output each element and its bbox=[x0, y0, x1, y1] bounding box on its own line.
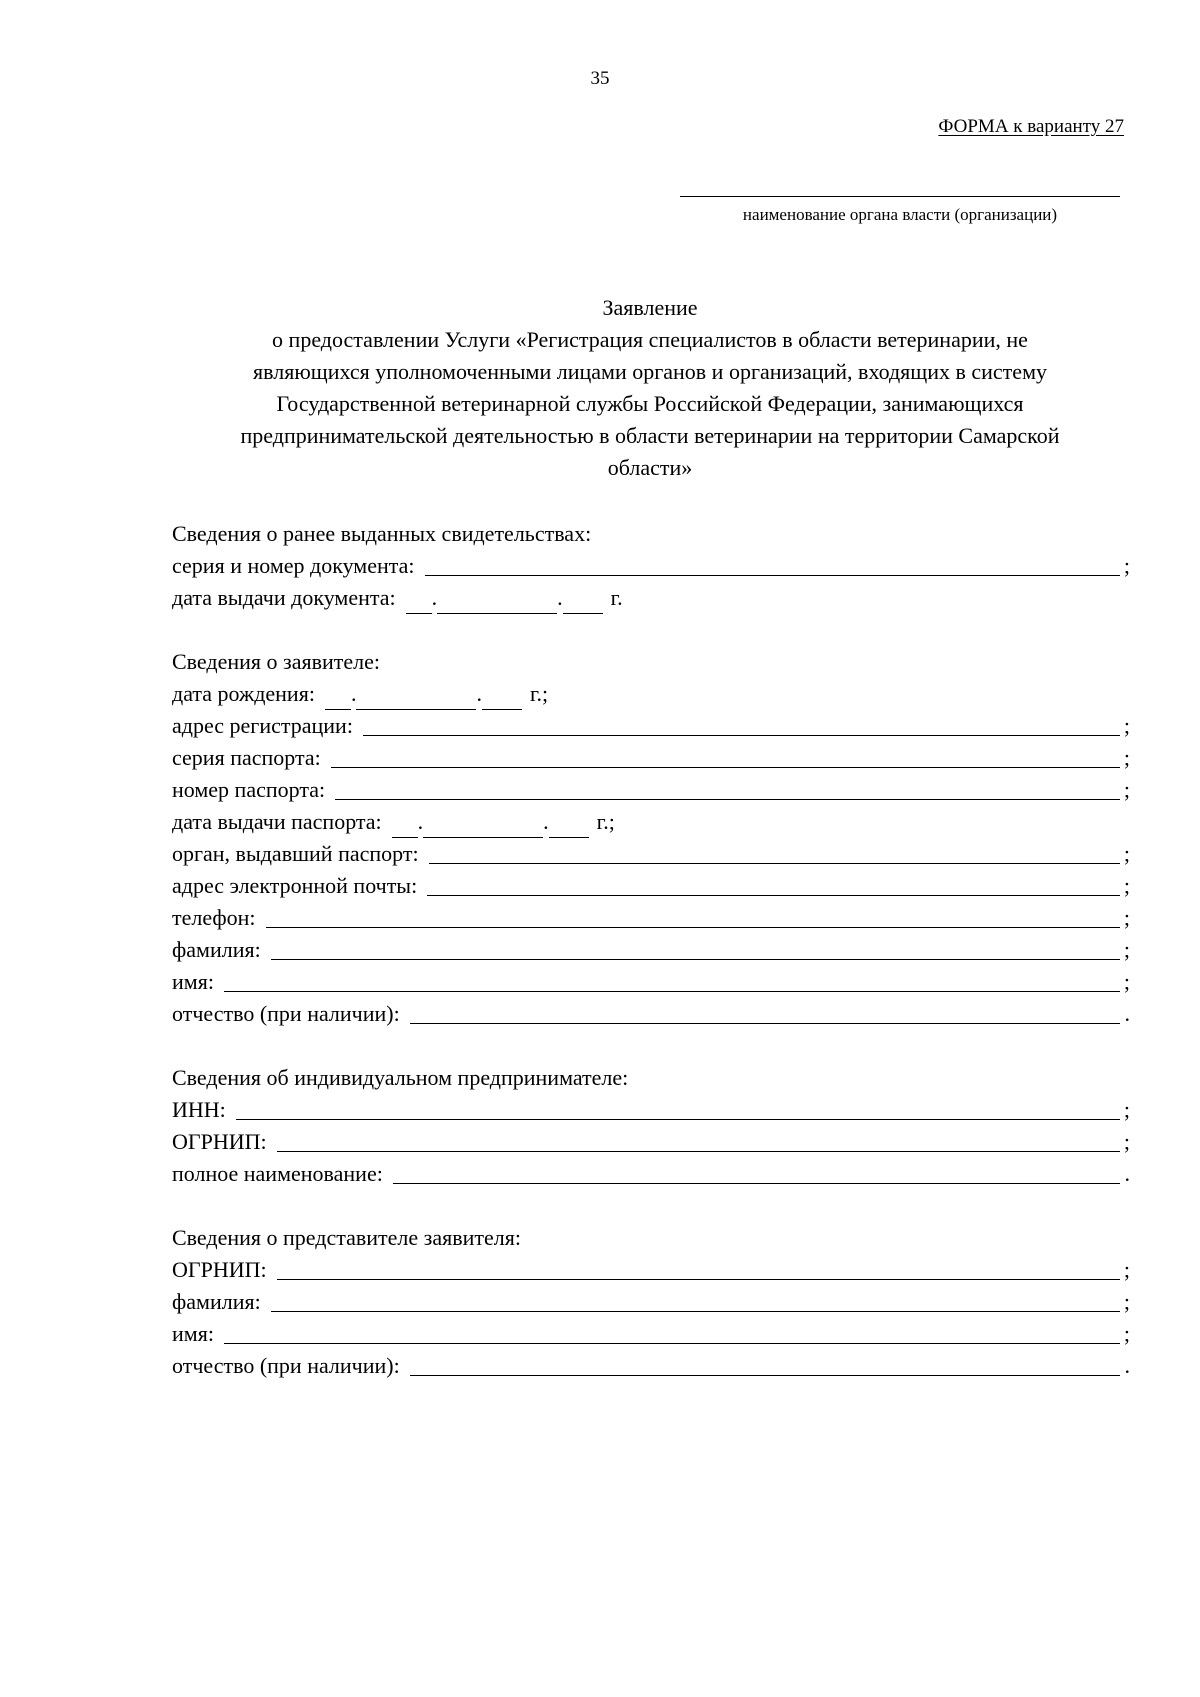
field-label: дата рождения: bbox=[172, 681, 315, 706]
punct: ; bbox=[1123, 1097, 1130, 1122]
doc-series-number-field[interactable] bbox=[425, 551, 1120, 576]
row-passport-issuer bbox=[172, 838, 1130, 870]
phone-field[interactable] bbox=[266, 903, 1120, 928]
field-label: отчество (при наличии): bbox=[172, 1001, 400, 1026]
punct: ; bbox=[1123, 873, 1130, 898]
field-label: дата выдачи документа: bbox=[172, 585, 396, 610]
field-label: ОГРНИП: bbox=[172, 1257, 267, 1282]
rep-patronymic-field[interactable] bbox=[410, 1351, 1120, 1376]
field-label: ОГРНИП: bbox=[172, 1129, 267, 1154]
field-label: адрес регистрации: bbox=[172, 713, 353, 738]
row-last-name bbox=[172, 934, 1130, 966]
punct: ; bbox=[1123, 713, 1130, 738]
title-line: Заявление bbox=[602, 295, 698, 320]
row-birth-date bbox=[172, 678, 1130, 710]
row-passport-issue-date bbox=[172, 806, 1130, 838]
month-field[interactable] bbox=[437, 591, 557, 614]
passport-number-field[interactable] bbox=[335, 775, 1120, 800]
row-first-name bbox=[172, 966, 1130, 998]
field-label: орган, выдавший паспорт: bbox=[172, 841, 419, 866]
field-label: имя: bbox=[172, 1321, 214, 1346]
rep-first-name-field[interactable] bbox=[224, 1319, 1120, 1344]
punct: ; bbox=[1123, 905, 1130, 930]
row-rep-last-name bbox=[172, 1286, 1130, 1318]
row-phone bbox=[172, 902, 1130, 934]
title-line: о предоставлении Услуги «Регистрация специалистов в области ветеринарии, не bbox=[272, 327, 1028, 352]
punct: ; bbox=[1123, 841, 1130, 866]
section-heading: Сведения о представителе заявителя: bbox=[172, 1225, 521, 1250]
email-field[interactable] bbox=[427, 871, 1120, 896]
date-dot: . bbox=[476, 681, 482, 706]
month-field[interactable] bbox=[423, 815, 543, 838]
form-label: ФОРМА к варианту 27 bbox=[938, 116, 1124, 137]
year-suffix: г.; bbox=[596, 809, 615, 834]
row-patronymic bbox=[172, 998, 1130, 1030]
punct: ; bbox=[1123, 777, 1130, 802]
field-label: полное наименование: bbox=[172, 1161, 383, 1186]
org-name-field[interactable] bbox=[680, 170, 1120, 197]
title-line: предпринимательской деятельностью в области ветеринарии на территории Самарской bbox=[240, 423, 1060, 448]
punct: ; bbox=[1123, 553, 1130, 578]
row-email bbox=[172, 870, 1130, 902]
section-certificates bbox=[172, 518, 1130, 614]
page-number: 35 bbox=[590, 68, 610, 89]
row-full-name bbox=[172, 1158, 1130, 1190]
section-heading: Сведения о заявителе: bbox=[172, 649, 381, 674]
field-label: адрес электронной почты: bbox=[172, 873, 418, 898]
passport-issuer-field[interactable] bbox=[429, 839, 1120, 864]
punct: ; bbox=[1123, 1321, 1130, 1346]
title-line: Государственной ветеринарной службы Российской Федерации, занимающихся bbox=[276, 391, 1024, 416]
field-label: отчество (при наличии): bbox=[172, 1353, 400, 1378]
org-block bbox=[680, 170, 1120, 225]
row-inn bbox=[172, 1094, 1130, 1126]
punct: . bbox=[1124, 1161, 1130, 1186]
punct: . bbox=[1124, 1001, 1130, 1026]
title-line: области» bbox=[607, 455, 693, 480]
punct: ; bbox=[1123, 1129, 1130, 1154]
punct: ; bbox=[1123, 937, 1130, 962]
ogrnip-field[interactable] bbox=[277, 1127, 1120, 1152]
day-field[interactable] bbox=[406, 591, 432, 614]
year-suffix: г. bbox=[610, 585, 623, 610]
section-applicant bbox=[172, 646, 1130, 1030]
rep-ogrnip-field[interactable] bbox=[277, 1255, 1120, 1280]
full-name-field[interactable] bbox=[393, 1159, 1120, 1184]
org-caption: наименование органа власти (организации) bbox=[742, 205, 1058, 224]
month-field[interactable] bbox=[356, 687, 476, 710]
field-label: серия паспорта: bbox=[172, 745, 321, 770]
punct: ; bbox=[1123, 1257, 1130, 1282]
date-dot: . bbox=[543, 809, 549, 834]
punct: ; bbox=[1123, 969, 1130, 994]
row-rep-first-name bbox=[172, 1318, 1130, 1350]
row-passport-number bbox=[172, 774, 1130, 806]
rep-last-name-field[interactable] bbox=[271, 1287, 1120, 1312]
section-heading: Сведения об индивидуальном предпринимателе: bbox=[172, 1065, 629, 1090]
row-doc-issue-date bbox=[172, 582, 1130, 614]
row-doc-series-number bbox=[172, 550, 1130, 582]
field-label: ИНН: bbox=[172, 1097, 226, 1122]
inn-field[interactable] bbox=[236, 1095, 1120, 1120]
field-label: фамилия: bbox=[172, 937, 261, 962]
first-name-field[interactable] bbox=[224, 967, 1120, 992]
field-label: телефон: bbox=[172, 905, 256, 930]
field-label: номер паспорта: bbox=[172, 777, 326, 802]
punct: ; bbox=[1123, 745, 1130, 770]
date-dot: . bbox=[417, 809, 424, 834]
field-label: серия и номер документа: bbox=[172, 553, 415, 578]
year-field[interactable] bbox=[549, 815, 589, 838]
day-field[interactable] bbox=[325, 687, 351, 710]
patronymic-field[interactable] bbox=[410, 999, 1120, 1024]
date-dot: . bbox=[557, 585, 563, 610]
form-sections bbox=[172, 518, 1130, 1414]
last-name-field[interactable] bbox=[271, 935, 1120, 960]
row-ogrnip bbox=[172, 1126, 1130, 1158]
date-dot: . bbox=[431, 585, 438, 610]
row-rep-patronymic bbox=[172, 1350, 1130, 1382]
punct: ; bbox=[1123, 1289, 1130, 1314]
field-label: фамилия: bbox=[172, 1289, 261, 1314]
row-rep-ogrnip bbox=[172, 1254, 1130, 1286]
document-title bbox=[160, 292, 1140, 484]
day-field[interactable] bbox=[392, 815, 418, 838]
title-line: являющихся уполномоченными лицами органов и организаций, входящих в систему bbox=[253, 359, 1047, 384]
field-label: имя: bbox=[172, 969, 214, 994]
date-dot: . bbox=[350, 681, 357, 706]
year-field[interactable] bbox=[482, 687, 522, 710]
row-registration-address bbox=[172, 710, 1130, 742]
row-passport-series bbox=[172, 742, 1130, 774]
section-entrepreneur bbox=[172, 1062, 1130, 1190]
year-suffix: г.; bbox=[529, 681, 549, 706]
registration-address-field[interactable] bbox=[363, 711, 1120, 736]
section-representative bbox=[172, 1222, 1130, 1382]
field-label: дата выдачи паспорта: bbox=[172, 809, 382, 834]
section-heading: Сведения о ранее выданных свидетельствах: bbox=[172, 521, 592, 546]
punct: . bbox=[1124, 1353, 1130, 1378]
year-field[interactable] bbox=[563, 591, 603, 614]
passport-series-field[interactable] bbox=[331, 743, 1120, 768]
